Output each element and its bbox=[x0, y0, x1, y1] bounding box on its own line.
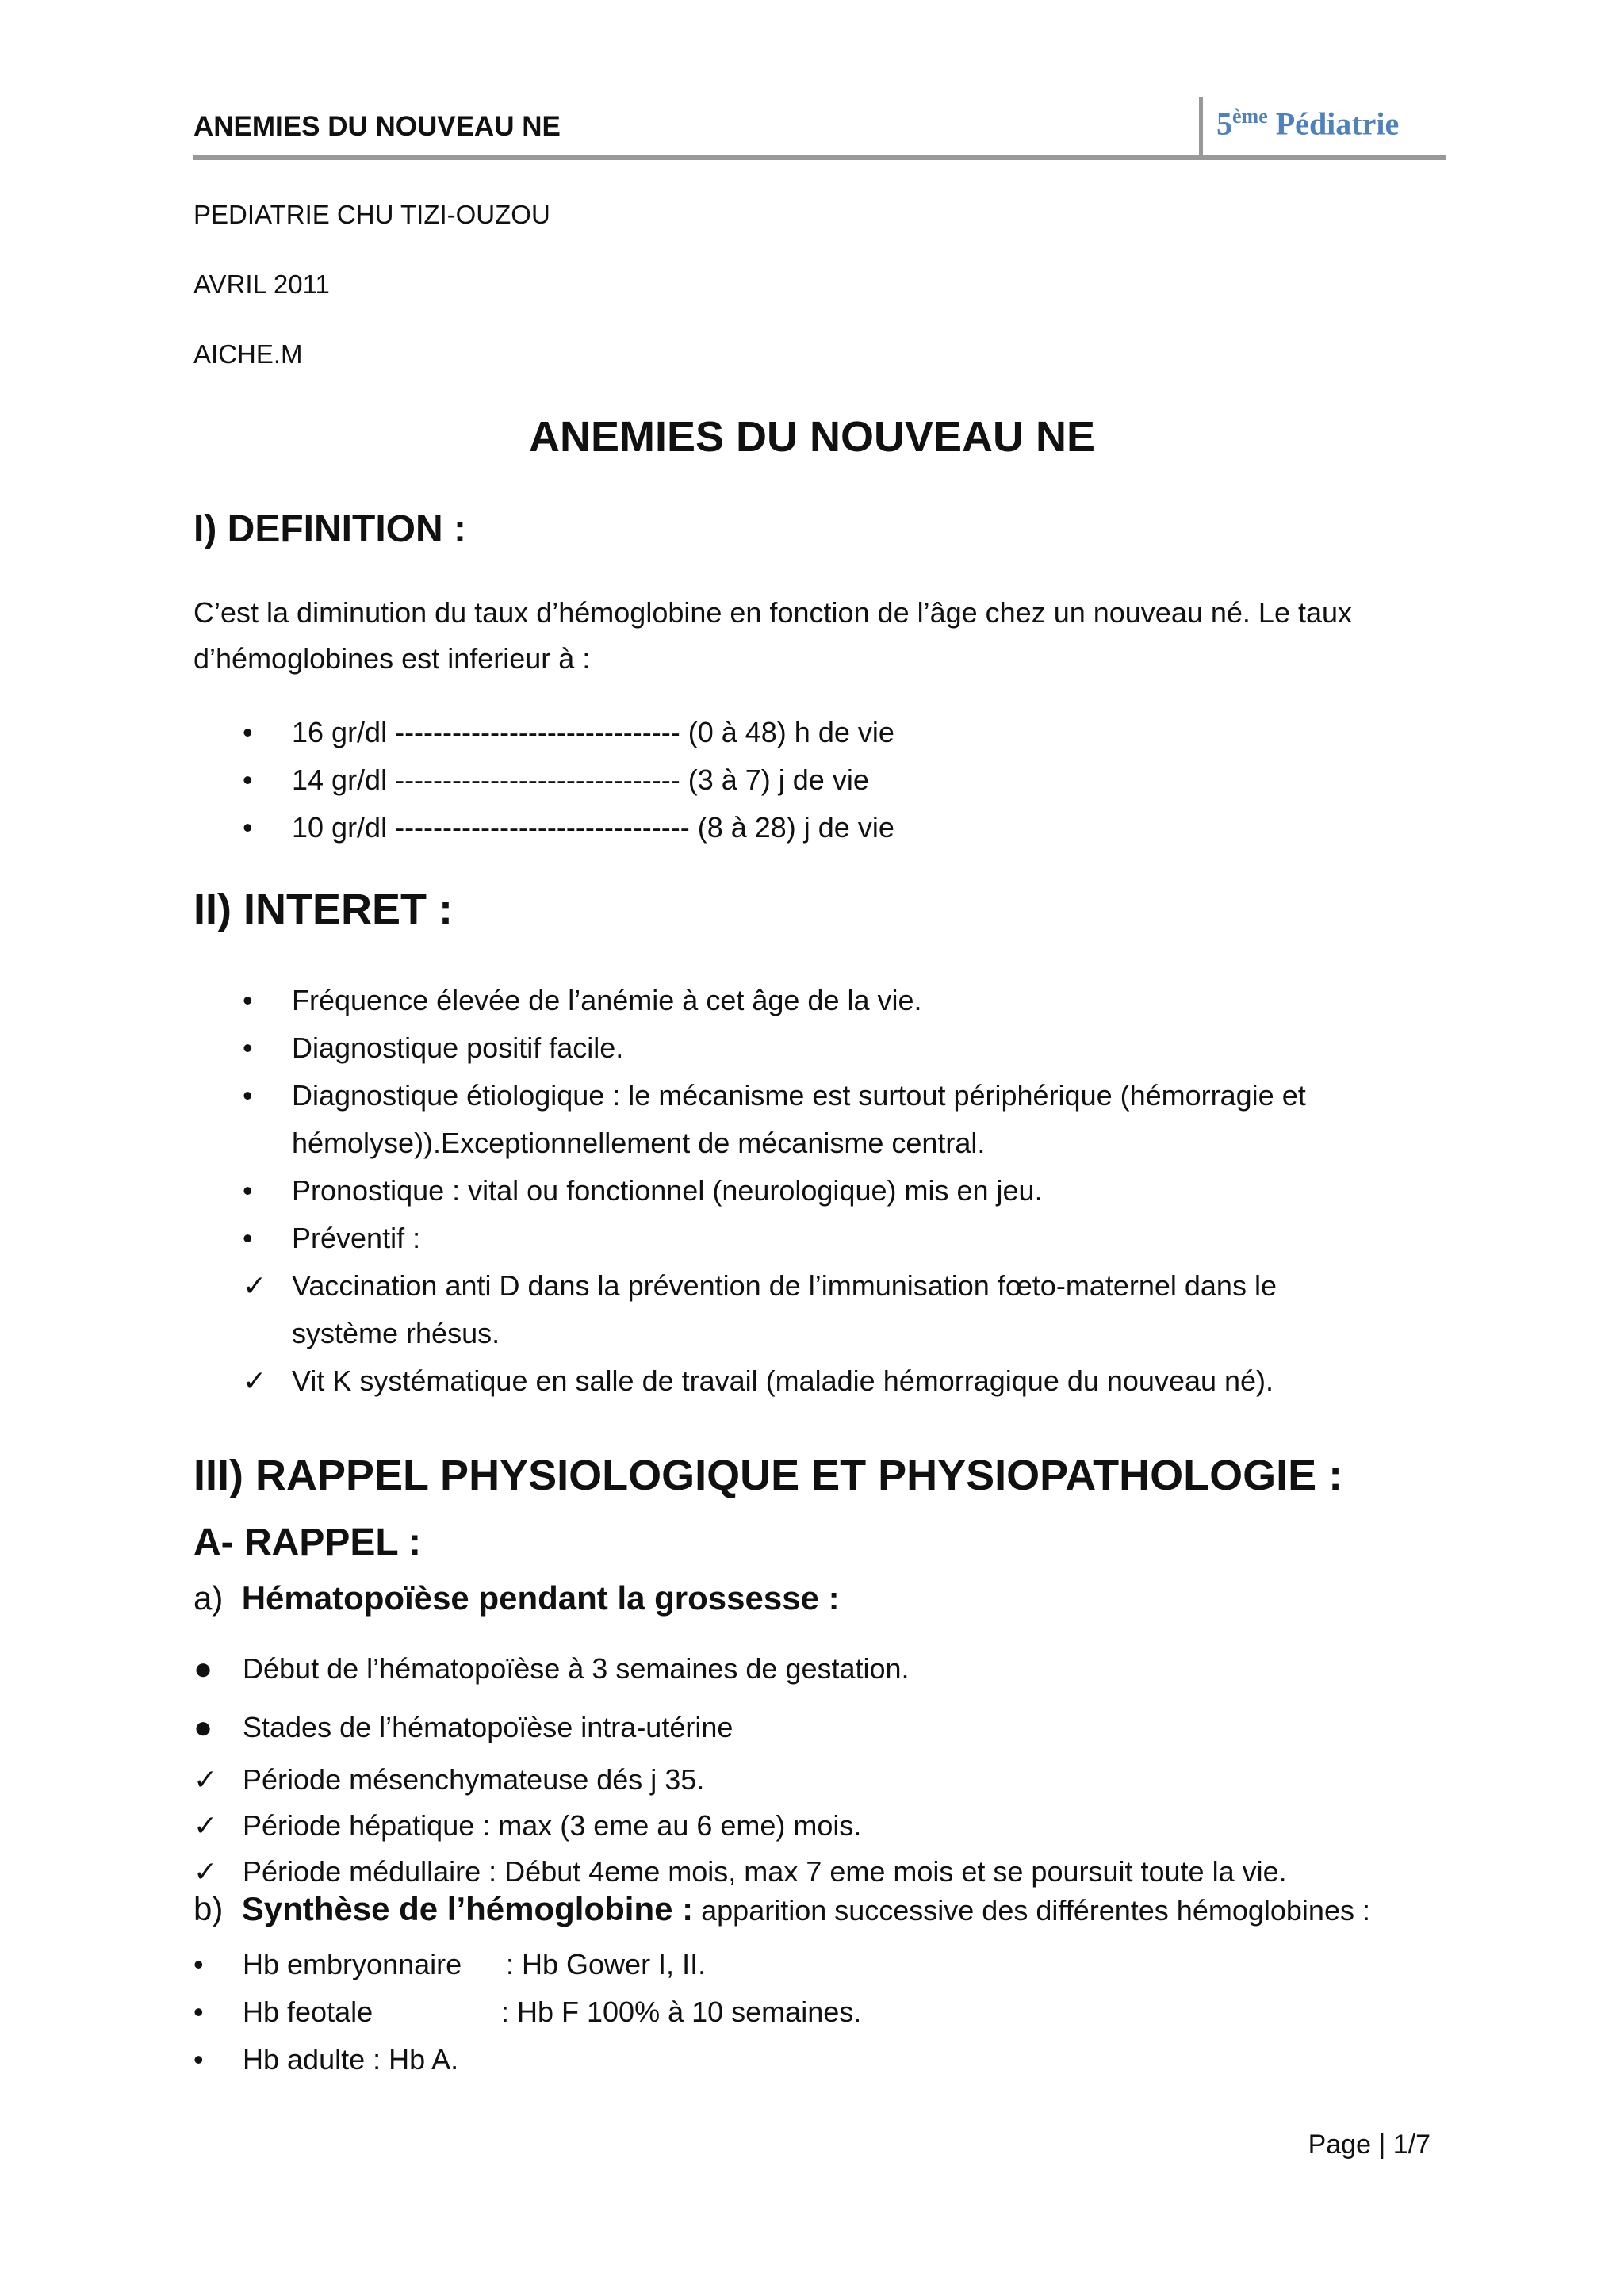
definition-text bbox=[193, 590, 1446, 682]
definition-line-1: C’est la diminution du taux d’hémoglobine en fonction de l’âge chez un nouveau né. Le taux bbox=[193, 596, 1353, 629]
list-item: ● Début de l’hématopoïèse à 3 semaines de gestation. bbox=[193, 1640, 1287, 1698]
list-item: • 14 gr/dl ------------------------------ (3 à 7) j de vie bbox=[193, 756, 894, 804]
list-item: • 10 gr/dl ------------------------------- (8 à 28) j de vie bbox=[193, 804, 894, 851]
list-item: • Préventif : bbox=[193, 1215, 1306, 1262]
bullet-icon: • bbox=[193, 1948, 204, 1980]
bullet-icon: • bbox=[243, 716, 253, 748]
meta-institution: PEDIATRIE CHU TIZI-OUZOU bbox=[193, 200, 550, 229]
document-title: ANEMIES DU NOUVEAU NE bbox=[528, 413, 1096, 461]
bullet-icon: • bbox=[243, 1031, 253, 1064]
list-item: • Diagnostique étiologique : le mécanisme est surtout périphérique (hémorragie et bbox=[193, 1072, 1306, 1119]
bullet-icon: • bbox=[243, 984, 253, 1016]
subheading-a-title: Hématopoïèse pendant la grossesse : bbox=[241, 1579, 840, 1617]
interet-list bbox=[193, 977, 1306, 1405]
header-course-sup: ème bbox=[1232, 105, 1268, 128]
subheading-b-title: Synthèse de l’hémoglobine : bbox=[241, 1890, 694, 1927]
list-item: • Hb embryonnaire : Hb Gower I, II. bbox=[193, 1941, 861, 1988]
checkmark-icon: ✓ bbox=[243, 1269, 267, 1302]
checkmark-icon: ✓ bbox=[193, 1809, 218, 1842]
bullet-icon: • bbox=[243, 1079, 253, 1112]
header-divider bbox=[1199, 97, 1203, 159]
meta-author: AICHE.M bbox=[193, 339, 303, 369]
header-rule bbox=[193, 155, 1446, 160]
heading-sub-a: A- RAPPEL : bbox=[193, 1521, 422, 1563]
list-item: ✓ Vaccination anti D dans la prévention de l’immunisation fœto-maternel dans le bbox=[193, 1262, 1306, 1310]
list-item: • Hb feotale : Hb F 100% à 10 semaines. bbox=[193, 1988, 861, 2036]
header-course bbox=[1216, 105, 1399, 142]
subheading-b bbox=[193, 1890, 1370, 1928]
subheading-b-tail: apparition successive des différentes hémoglobines : bbox=[693, 1894, 1370, 1927]
header-course-number: 5 bbox=[1216, 105, 1232, 142]
bullet-icon: • bbox=[243, 1174, 253, 1207]
list-item: • 16 gr/dl ------------------------------ (0 à 48) h de vie bbox=[193, 709, 894, 756]
list-item: ● Stades de l’hématopoïèse intra-utérine bbox=[193, 1698, 1287, 1757]
checkmark-icon: ✓ bbox=[193, 1763, 218, 1796]
meta-date: AVRIL 2011 bbox=[193, 270, 330, 299]
list-item: ✓ Période mésenchymateuse dés j 35. bbox=[193, 1757, 1287, 1803]
definition-list bbox=[193, 709, 894, 851]
hemoglobine-list bbox=[193, 1941, 861, 2084]
bullet-icon: • bbox=[193, 2043, 204, 2076]
list-item: ✓ Période médullaire : Début 4eme mois, max 7 eme mois et se poursuit toute la vie. bbox=[193, 1849, 1287, 1895]
header-title: ANEMIES DU NOUVEAU NE bbox=[193, 111, 561, 142]
bullet-icon: • bbox=[193, 1996, 204, 2028]
list-item: ✓ Vit K systématique en salle de travail (maladie hémorragique du nouveau né). bbox=[193, 1357, 1306, 1405]
checkmark-icon: ✓ bbox=[243, 1364, 267, 1397]
subheading-a-label: a) bbox=[193, 1579, 224, 1617]
list-item-continuation: hémolyse)).Exceptionnellement de mécanisme central. bbox=[292, 1127, 986, 1159]
list-item: • Pronostique : vital ou fonctionnel (neurologique) mis en jeu. bbox=[193, 1167, 1306, 1215]
bullet-icon: • bbox=[243, 763, 253, 796]
bullet-icon: • bbox=[243, 1222, 253, 1254]
list-item: • Fréquence élevée de l’anémie à cet âge de la vie. bbox=[193, 977, 1306, 1024]
list-item: • Diagnostique positif facile. bbox=[193, 1024, 1306, 1072]
header-course-label: Pédiatrie bbox=[1275, 105, 1400, 142]
bullet-icon: ● bbox=[193, 1651, 213, 1686]
heading-rappel: III) RAPPEL PHYSIOLOGIQUE ET PHYSIOPATHOLOGIE : bbox=[193, 1452, 1343, 1499]
page-header bbox=[193, 97, 1446, 160]
subheading-a bbox=[193, 1579, 840, 1617]
hematopoiese-list bbox=[193, 1640, 1287, 1895]
list-item: ✓ Période hépatique : max (3 eme au 6 eme) mois. bbox=[193, 1803, 1287, 1849]
subheading-b-label: b) bbox=[193, 1890, 224, 1927]
definition-line-2: d’hémoglobines est inferieur à : bbox=[193, 642, 591, 675]
page-number: Page | 1/7 bbox=[1308, 2130, 1431, 2160]
bullet-icon: ● bbox=[193, 1710, 213, 1745]
checkmark-icon: ✓ bbox=[193, 1855, 218, 1888]
heading-definition: I) DEFINITION : bbox=[193, 508, 466, 550]
list-item: • Hb adulte : Hb A. bbox=[193, 2036, 861, 2084]
list-item-continuation: système rhésus. bbox=[292, 1317, 500, 1349]
bullet-icon: • bbox=[243, 811, 253, 844]
heading-interet: II) INTERET : bbox=[193, 886, 453, 933]
